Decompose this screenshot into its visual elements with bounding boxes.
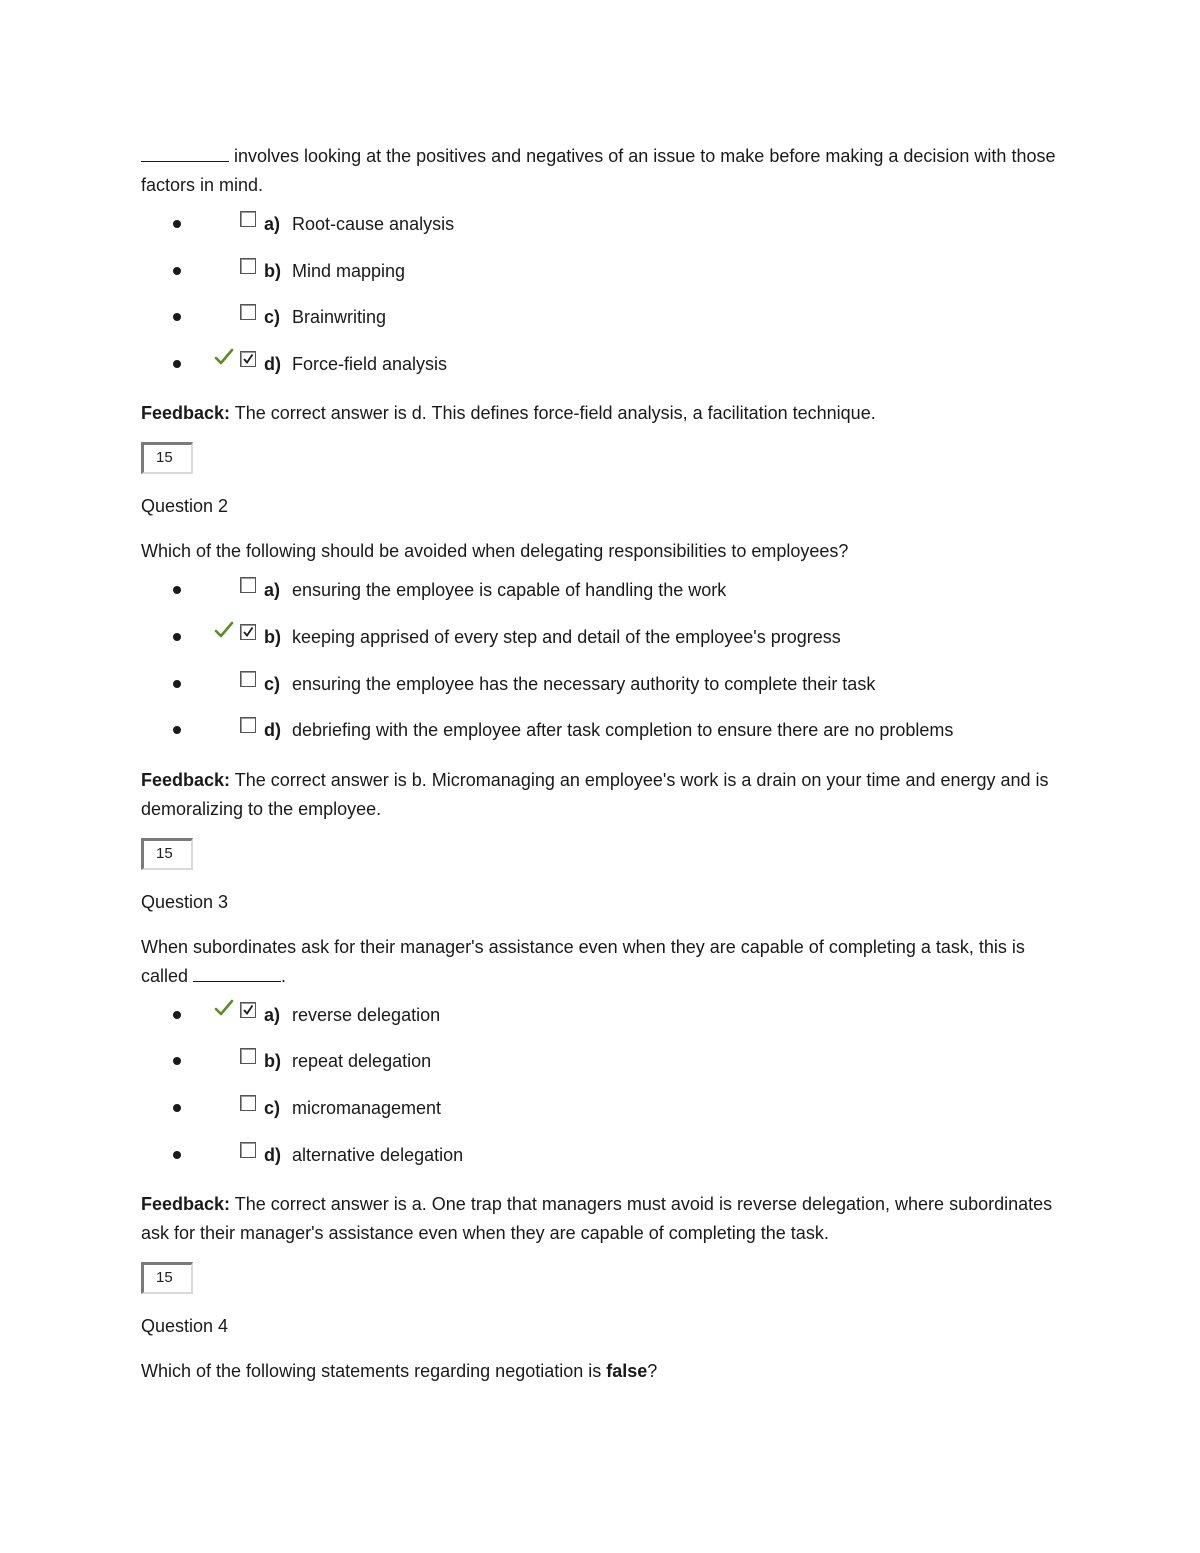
option-text: micromanagement — [292, 1097, 442, 1118]
option-b[interactable] — [141, 1050, 1061, 1097]
bullet-icon — [173, 313, 181, 321]
question-2-stem: Which of the following should be avoided when delegating responsibilities to employees? — [141, 541, 849, 562]
option-letter: c) — [264, 673, 281, 694]
question-1-score-field[interactable]: 15 — [141, 442, 193, 474]
question-2-score-field[interactable]: 15 — [141, 838, 193, 870]
quiz-page — [141, 142, 1061, 1386]
checkmark-icon — [241, 352, 255, 366]
option-a[interactable] — [141, 213, 1061, 260]
option-letter: d) — [264, 720, 281, 741]
question-3-title: Question 3 — [141, 891, 229, 912]
checkbox[interactable] — [240, 1095, 256, 1111]
option-d[interactable] — [141, 719, 1061, 766]
question-3 — [141, 888, 1061, 1294]
checkbox[interactable] — [240, 1142, 256, 1158]
bullet-icon — [173, 633, 181, 641]
question-2-title: Question 2 — [141, 496, 229, 517]
option-d[interactable] — [141, 353, 1061, 400]
bullet-icon — [173, 267, 181, 275]
option-letter: b) — [264, 1051, 281, 1072]
question-4-stem: Which of the following statements regarding negotiation is false? — [141, 1361, 658, 1382]
checkbox[interactable] — [240, 211, 256, 227]
bullet-icon — [173, 360, 181, 368]
option-text: ensuring the employee is capable of handling the work — [292, 580, 727, 601]
checkbox[interactable] — [240, 1048, 256, 1064]
option-text: reverse delegation — [292, 1004, 441, 1025]
correct-check-icon — [214, 998, 234, 1018]
question-2 — [141, 492, 1061, 869]
correct-check-icon — [214, 620, 234, 640]
fill-blank — [193, 965, 281, 982]
option-letter: a) — [264, 580, 281, 601]
question-1-options — [141, 213, 1061, 399]
question-2-feedback: Feedback: The correct answer is b. Micromanaging an employee's work is a drain on your time and energy and is demoralizing to the employee. — [141, 769, 1049, 819]
option-letter: a) — [264, 214, 281, 234]
option-letter: d) — [264, 353, 281, 374]
question-1-feedback: Feedback: The correct answer is d. This defines force-field analysis, a facilitation technique. — [141, 403, 876, 424]
option-letter: b) — [264, 626, 281, 647]
option-b[interactable] — [141, 260, 1061, 307]
bullet-icon — [173, 1104, 181, 1112]
option-letter: b) — [264, 260, 281, 281]
option-a[interactable] — [141, 579, 1061, 626]
option-text: Root-cause analysis — [292, 214, 455, 234]
question-1-stem: involves looking at the positives and negatives of an issue to make before making a decision with those factors in mind. — [141, 146, 1056, 195]
correct-check-icon — [214, 347, 234, 367]
bullet-icon — [173, 220, 181, 228]
option-c[interactable] — [141, 306, 1061, 353]
option-text: Mind mapping — [292, 260, 406, 281]
option-text: ensuring the employee has the necessary authority to complete their task — [292, 673, 876, 694]
checkbox[interactable] — [240, 577, 256, 593]
question-3-options — [141, 1004, 1061, 1190]
question-3-feedback: Feedback: The correct answer is a. One trap that managers must avoid is reverse delegation, where subordinates ask for their manager's assistance even when they are capable of completing the task. — [141, 1194, 1053, 1244]
option-letter: c) — [264, 307, 281, 328]
question-3-score-field[interactable]: 15 — [141, 1262, 193, 1294]
bullet-icon — [173, 1011, 181, 1019]
option-b[interactable] — [141, 626, 1061, 673]
checkbox-checked[interactable] — [240, 1002, 256, 1018]
bullet-icon — [173, 586, 181, 594]
question-3-stem: When subordinates ask for their manager's assistance even when they are capable of completing a task, this is called . — [141, 936, 1025, 986]
option-text: keeping apprised of every step and detail of the employee's progress — [292, 626, 841, 647]
option-text: Brainwriting — [292, 307, 387, 328]
checkbox[interactable] — [240, 304, 256, 320]
option-c[interactable] — [141, 673, 1061, 720]
checkbox[interactable] — [240, 717, 256, 733]
option-letter: a) — [264, 1004, 281, 1025]
checkbox-checked[interactable] — [240, 624, 256, 640]
fill-blank — [141, 145, 229, 162]
bullet-icon — [173, 1057, 181, 1065]
option-text: debriefing with the employee after task completion to ensure there are no problems — [292, 720, 954, 741]
option-text: repeat delegation — [292, 1051, 432, 1072]
question-1 — [141, 142, 1061, 474]
option-c[interactable] — [141, 1097, 1061, 1144]
bullet-icon — [173, 726, 181, 734]
option-text: alternative delegation — [292, 1144, 464, 1165]
option-a[interactable] — [141, 1004, 1061, 1051]
checkmark-icon — [241, 625, 255, 639]
option-d[interactable] — [141, 1144, 1061, 1191]
option-text: Force-field analysis — [292, 353, 448, 374]
question-2-options — [141, 579, 1061, 765]
checkbox[interactable] — [240, 258, 256, 274]
checkbox[interactable] — [240, 671, 256, 687]
checkbox-checked[interactable] — [240, 351, 256, 367]
question-4 — [141, 1312, 1061, 1386]
bullet-icon — [173, 1151, 181, 1159]
bullet-icon — [173, 680, 181, 688]
option-letter: d) — [264, 1144, 281, 1165]
question-4-title: Question 4 — [141, 1316, 229, 1337]
option-letter: c) — [264, 1097, 281, 1118]
checkmark-icon — [241, 1003, 255, 1017]
